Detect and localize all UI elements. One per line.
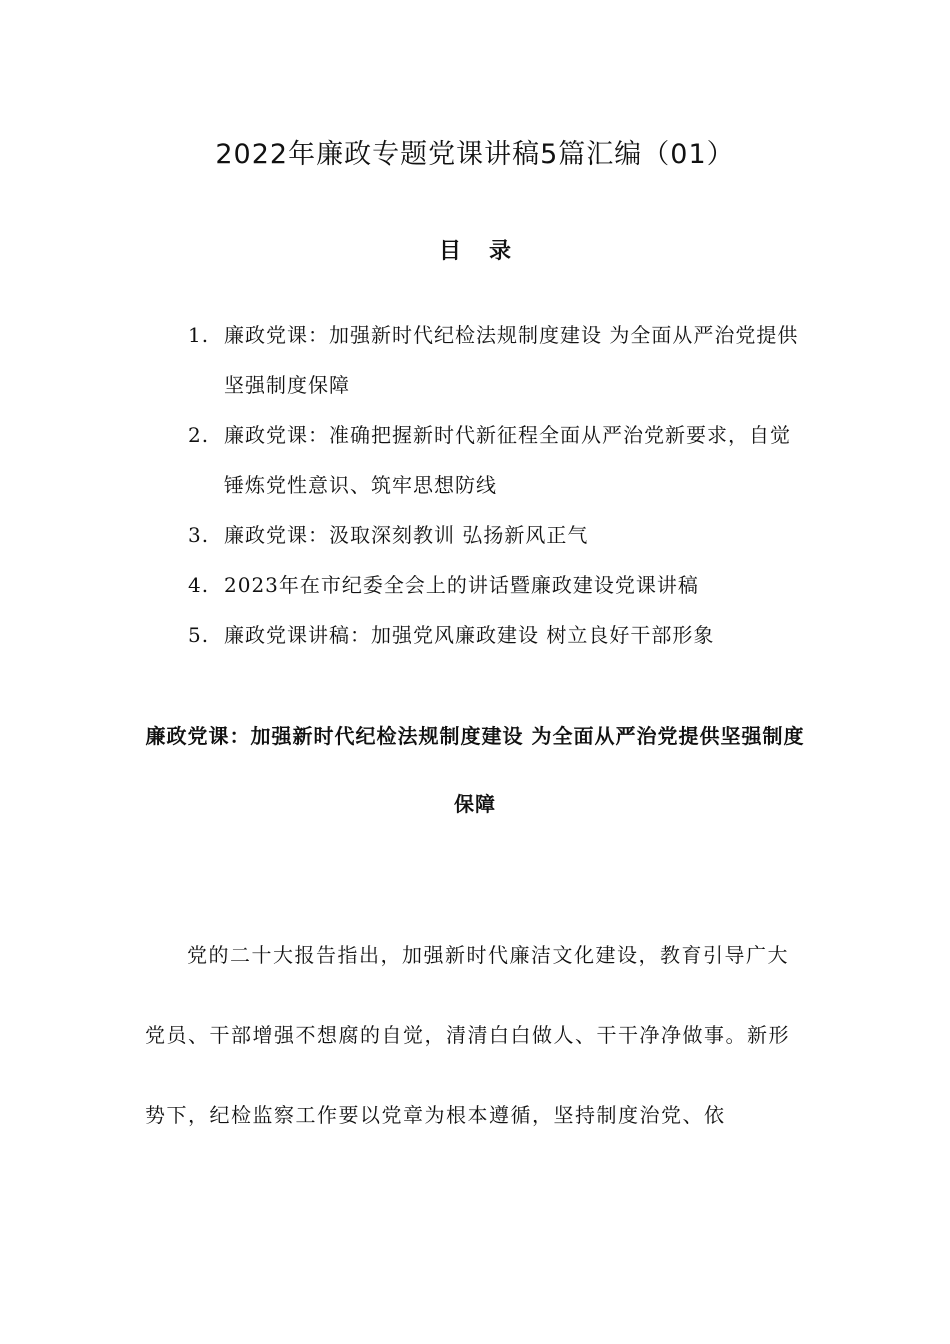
toc-item-text: 廉政党课讲稿：加强党风廉政建设 树立良好干部形象 (224, 623, 715, 647)
body-text (145, 915, 795, 1155)
toc-item-text: 廉政党课：加强新时代纪检法规制度建设 为全面从严治党提供坚强制度保障 (224, 323, 799, 397)
toc-item-text: 廉政党课：汲取深刻教训 弘扬新风正气 (224, 523, 589, 547)
toc-item-number: 2. (188, 423, 210, 447)
toc-item-4 (188, 560, 808, 610)
toc-item-number: 3. (188, 523, 210, 547)
section-title: 廉政党课：加强新时代纪检法规制度建设 为全面从严治党提供坚强制度保障 (145, 724, 805, 816)
toc-item-text: 廉政党课：准确把握新时代新征程全面从严治党新要求，自觉锤炼党性意识、筑牢思想防线 (224, 423, 791, 497)
toc-item-1 (188, 310, 808, 410)
toc-item-text: 2023年在市纪委全会上的讲话暨廉政建设党课讲稿 (224, 573, 699, 597)
toc-item-3 (188, 510, 808, 560)
table-of-contents (188, 310, 808, 660)
toc-item-5 (188, 610, 808, 660)
document-title: 2022年廉政专题党课讲稿5篇汇编（01） (215, 139, 735, 170)
toc-item-number: 4. (188, 573, 210, 597)
toc-item-number: 1. (188, 323, 210, 347)
toc-item-2 (188, 410, 808, 510)
toc-heading: 目录 (438, 239, 539, 264)
toc-item-number: 5. (188, 623, 210, 647)
body-paragraph: 党的二十大报告指出，加强新时代廉洁文化建设，教育引导广大党员、干部增强不想腐的自觉，清清白白做人、干干净净做事。新形势下，纪检监察工作要以党章为根本遵循，坚持制度治党、依 (145, 943, 790, 1127)
